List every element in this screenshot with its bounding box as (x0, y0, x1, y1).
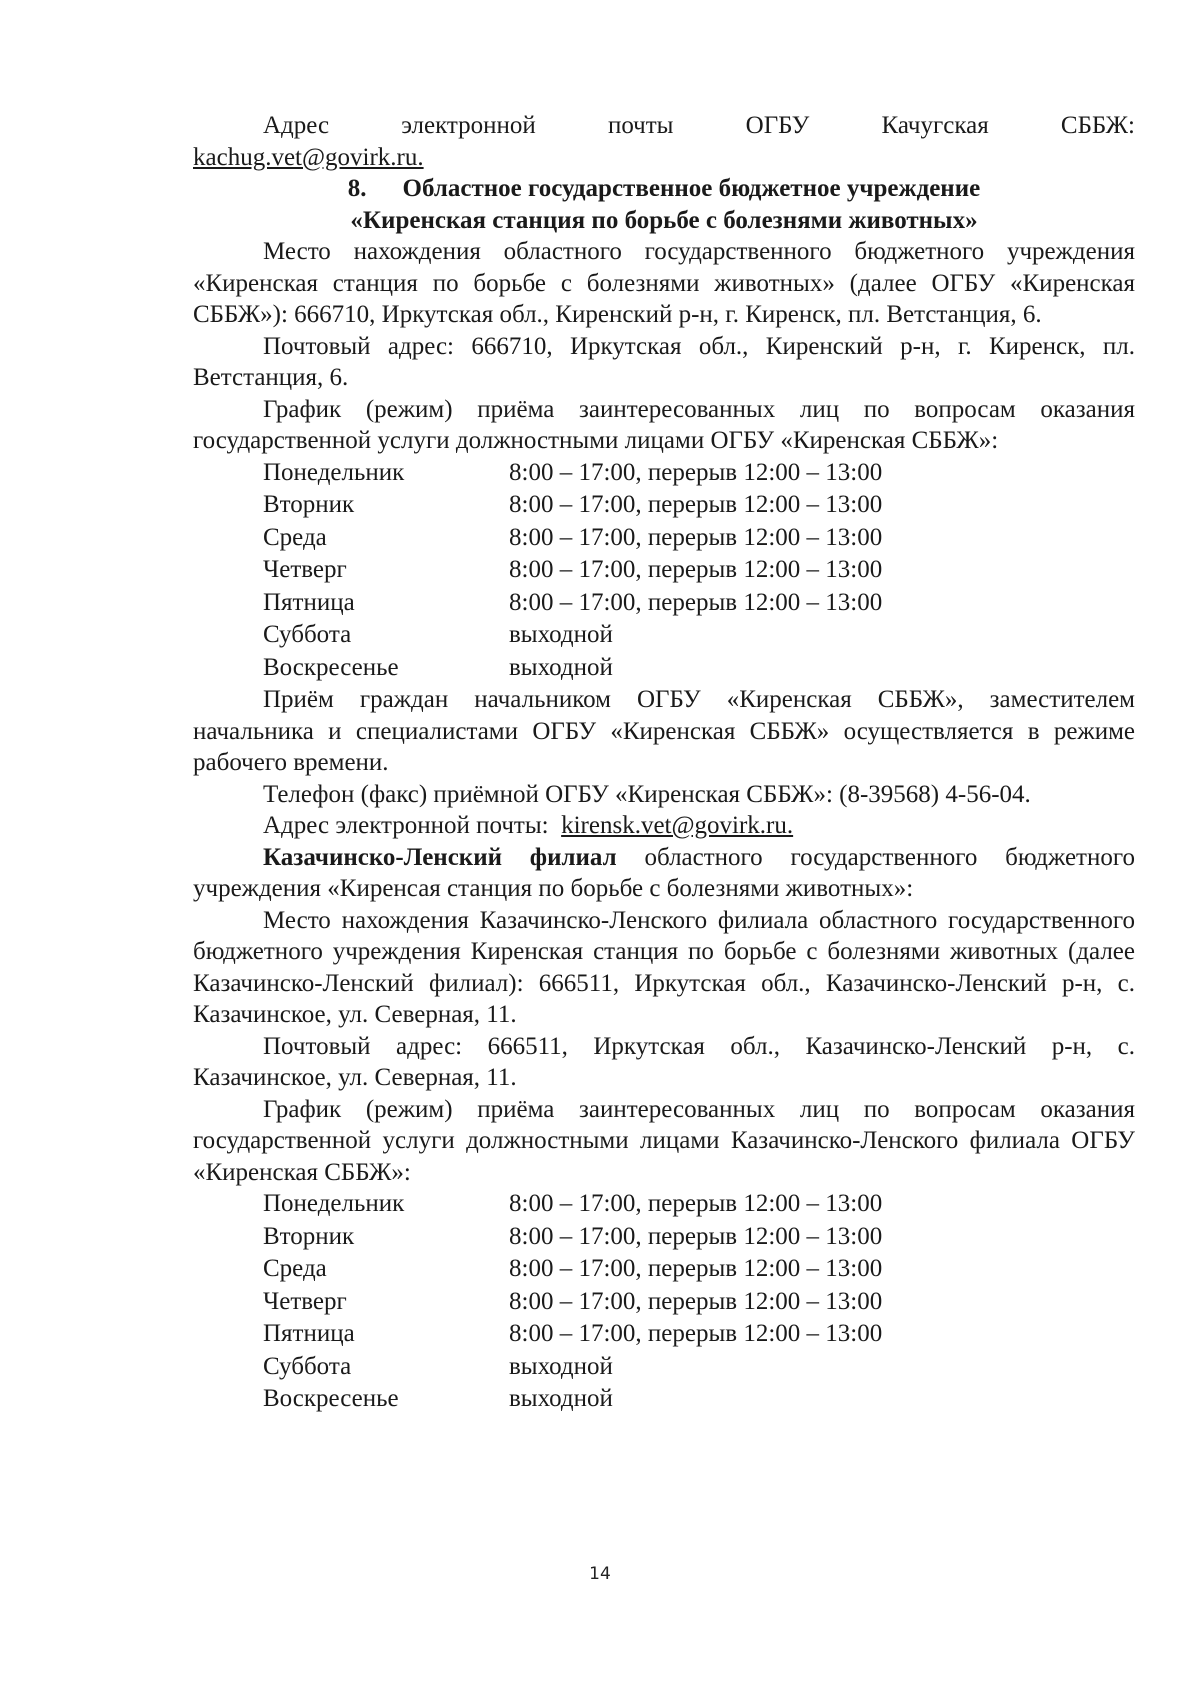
schedule-day: Четверг (263, 556, 347, 583)
intro-email-label: Адрес электронной почты ОГБУ Качугская СББЖ: (263, 112, 1135, 139)
schedule-row (263, 522, 1135, 555)
main-location: Место нахождения областного государственного бюджетного учреждения «Киренская станция по борьбе с болезнями животных» (далее ОГБУ «Киренская СББЖ»): 666710, Иркутская обл., Киренский р-н, г. Киренск, пл. Ветстанция, 6. (193, 238, 1135, 328)
schedule-row (263, 1318, 1135, 1351)
schedule-time: 8:00 – 17:00, перерыв 12:00 – 13:00 (509, 523, 883, 551)
schedule-day: Воскресенье (263, 653, 399, 681)
schedule-row (263, 489, 1135, 522)
schedule-row (263, 457, 1135, 490)
schedule-time: выходной (509, 1385, 613, 1412)
schedule-time: выходной (509, 621, 613, 648)
section-title-line1: Областное государственное бюджетное учреждение (402, 175, 981, 202)
schedule-time: выходной (509, 1352, 613, 1380)
schedule-time: 8:00 – 17:00, перерыв 12:00 – 13:00 (509, 1190, 883, 1217)
schedule-row (263, 1221, 1135, 1254)
schedule-row (263, 1351, 1135, 1384)
schedule-row (263, 652, 1135, 685)
branch-name-bold: Казачинско-Ленский филиал (263, 843, 617, 871)
main-email-line (193, 810, 1135, 842)
section-heading (193, 173, 1135, 205)
schedule-day: Понедельник (263, 1190, 405, 1217)
schedule-time: 8:00 – 17:00, перерыв 12:00 – 13:00 (509, 458, 883, 486)
schedule-time: 8:00 – 17:00, перерыв 12:00 – 13:00 (509, 588, 883, 616)
schedule-row (263, 1253, 1135, 1286)
branch-location: Место нахождения Казачинско-Ленского филиала областного государственного бюджетного учреждения Киренская станция по борьбе с болезнями животных (далее Казачинско-Ленский филиал): 666511, Иркутская обл., Казачинско-Ленский р-н, с. Казачинское, ул. Северная, 11. (193, 906, 1135, 1028)
schedule-row (263, 1286, 1135, 1319)
intro-email-line (193, 142, 1135, 174)
schedule-time: выходной (509, 653, 613, 681)
schedule-row (263, 1188, 1135, 1221)
main-email-label: Адрес электронной почты: (263, 812, 549, 839)
schedule-day: Вторник (263, 491, 355, 518)
schedule-day: Пятница (263, 1320, 355, 1347)
schedule-day: Пятница (263, 588, 355, 616)
schedule-row (263, 619, 1135, 652)
main-schedule (263, 457, 1135, 685)
branch-title (193, 842, 1135, 905)
schedule-day: Воскресенье (263, 1385, 399, 1412)
main-schedule-intro: График (режим) приёма заинтересованных лиц по вопросам оказания государственной услуги должностными лицами ОГБУ «Киренская СББЖ»: (193, 395, 1135, 454)
schedule-time: 8:00 – 17:00, перерыв 12:00 – 13:00 (509, 1320, 883, 1347)
schedule-day: Суббота (263, 621, 352, 648)
main-email-link[interactable]: kirensk.vet@govirk.ru. (561, 812, 794, 839)
schedule-row (263, 554, 1135, 587)
branch-schedule-intro: График (режим) приёма заинтересованных лиц по вопросам оказания государственной услуги должностными лицами Казачинско-Ленского филиала ОГБУ «Киренская СББЖ»: (193, 1095, 1135, 1186)
section-number: 8. (347, 175, 367, 202)
schedule-day: Суббота (263, 1352, 352, 1380)
section-title-line2: «Киренская станция по борьбе с болезнями животных» (350, 206, 978, 234)
schedule-day: Вторник (263, 1222, 355, 1250)
schedule-day: Среда (263, 523, 327, 551)
schedule-time: 8:00 – 17:00, перерыв 12:00 – 13:00 (509, 1222, 883, 1250)
schedule-time: 8:00 – 17:00, перерыв 12:00 – 13:00 (509, 491, 883, 518)
main-postal: Почтовый адрес: 666710, Иркутская обл., Киренский р-н, г. Киренск, пл. Ветстанция, 6. (193, 332, 1135, 391)
schedule-row (263, 1383, 1135, 1416)
branch-name-rest: областного государственного бюджетного учреждения «Киренсая станция по борьбе с болезнями животных»: (193, 843, 1135, 902)
schedule-day: Четверг (263, 1287, 347, 1315)
schedule-time: 8:00 – 17:00, перерыв 12:00 – 13:00 (509, 556, 883, 583)
schedule-row (263, 587, 1135, 620)
branch-schedule (263, 1188, 1135, 1416)
main-phone: Телефон (факс) приёмной ОГБУ «Киренская СББЖ»: (8-39568) 4-56-04. (263, 780, 1031, 808)
schedule-day: Среда (263, 1255, 327, 1282)
schedule-time: 8:00 – 17:00, перерыв 12:00 – 13:00 (509, 1287, 883, 1315)
schedule-day: Понедельник (263, 458, 405, 486)
intro-email-link[interactable]: kachug.vet@govirk.ru. (193, 143, 424, 171)
page-number: 14 (589, 1564, 611, 1584)
branch-postal: Почтовый адрес: 666511, Иркутская обл., Казачинско-Ленский р-н, с. Казачинское, ул. Северная, 11. (193, 1032, 1135, 1091)
document-page (193, 110, 1135, 1416)
main-reception: Приём граждан начальником ОГБУ «Киренская СББЖ», заместителем начальника и специалистами ОГБУ «Киренская СББЖ» осуществляется в режиме рабочего времени. (193, 686, 1135, 776)
schedule-time: 8:00 – 17:00, перерыв 12:00 – 13:00 (509, 1255, 883, 1282)
